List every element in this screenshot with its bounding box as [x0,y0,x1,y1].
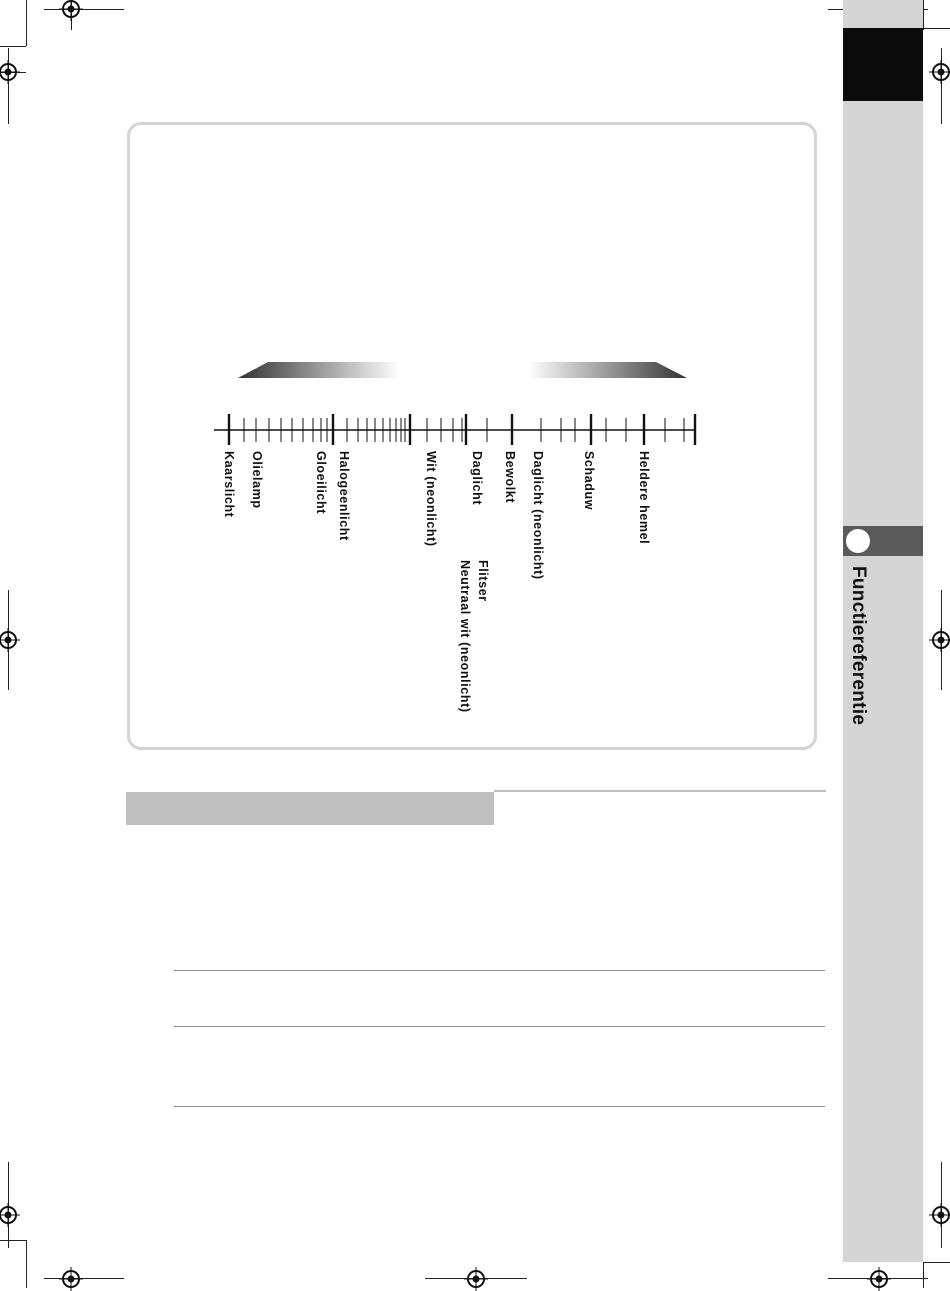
scale-label: Bewolkt [503,451,517,504]
registration-mark-icon [464,1267,488,1291]
scale-label: Olielamp [250,451,264,509]
registration-mark-icon [929,1203,950,1227]
table-divider [174,1026,825,1027]
section-header-rule [494,790,826,792]
arrow-left-icon [238,362,400,378]
scale-label: Daglicht [470,451,484,506]
scale-label: Flitser [476,560,490,602]
table-divider [174,1106,825,1107]
arrow-right-icon [528,362,687,378]
scale-label: Neutraal wit (neonlicht) [458,560,472,713]
chapter-title: Functiereferentie [848,566,869,726]
scale-label: Schaduw [582,451,596,511]
scale-label: Daglicht (neonlicht) [531,451,545,580]
scale-label: Halogeenlicht [337,451,351,541]
registration-mark-icon [59,1267,83,1291]
scale-label: Heldere hemel [637,451,651,545]
scale-label: Wit (neonlicht) [424,451,438,547]
registration-mark-icon [0,1203,20,1227]
scale-label: Gloeilicht [314,451,328,514]
section-header-bar [126,792,494,825]
scale-label: Kaarslicht [222,451,236,518]
scale-labels [222,451,651,713]
table-divider [174,970,825,971]
registration-mark-icon [867,1267,891,1291]
